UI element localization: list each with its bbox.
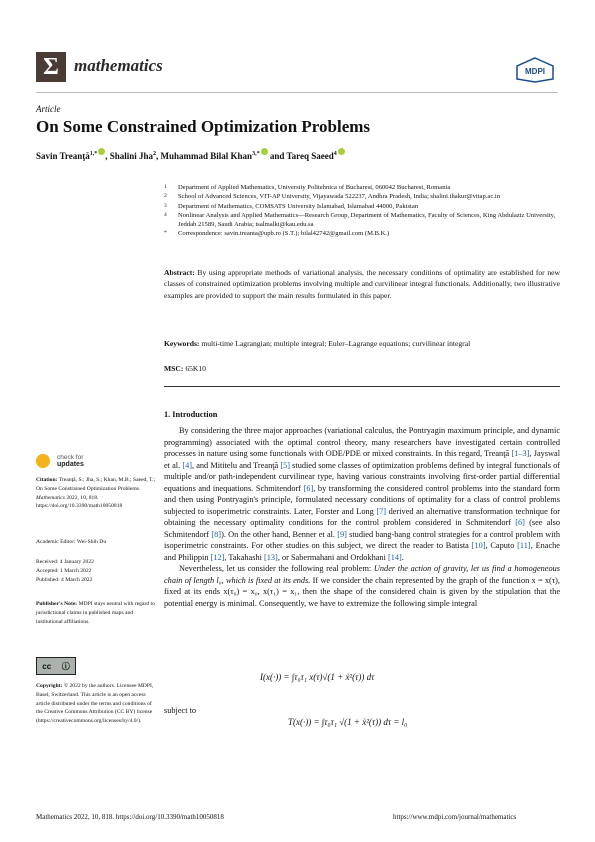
mdpi-logo — [515, 57, 555, 83]
text-run: , Takahashi — [224, 552, 264, 562]
cc-by-license-badge[interactable] — [36, 657, 76, 675]
affiliation-item — [164, 202, 564, 211]
msc-code — [164, 364, 206, 373]
text-run: (see also Schmitendorf — [164, 518, 560, 539]
text-run: By considering the three major approaches (variational calculus, the Pontryagin maximum principle, and dynamic programming) associated with the optimal control theory, many researchers have investigated certain controlled processes in nature using some functionals with ODE/PDE or mixed constraints. In this regard, Treanţă — [164, 426, 560, 458]
publisher-note-label: Publisher's Note: — [36, 601, 78, 607]
keywords-label: Keywords: — [164, 339, 200, 348]
check-updates-label — [57, 454, 84, 468]
section-divider — [164, 386, 560, 387]
footer-citation: Mathematics 2022, 10, 818. https://doi.org/10.3390/math10050818 — [36, 813, 224, 821]
text-run: Nevertheless, let us consider the following real problem: — [179, 564, 374, 573]
author-name[interactable]: Savin Treanţă — [36, 151, 90, 161]
citation-link[interactable]: [10] — [471, 541, 486, 550]
text-run: , by transforming the considered control problems into the standard form and then using Pontryagin's principle, formulated necessary conditions of optimality for a class of control problems subjected to isoperimetric constraints. Later, Forster and Long — [164, 483, 560, 516]
header-divider — [36, 92, 558, 93]
publisher-note-text: MDPI stays neutral with regard to jurisdictional claims in published maps and institutional affiliations. — [36, 601, 155, 625]
equation-length-constraint: T(x(·)) = ∫τ₀τ₁ √(1 + ẋ²(τ)) dτ = l₀ — [288, 717, 408, 727]
affiliation-number: 4 — [164, 211, 167, 218]
journal-name: mathematics — [74, 56, 163, 75]
affiliation-text: Department of Mathematics, COMSATS University Islamabad, Islamabad 44000, Pakistan — [178, 202, 419, 210]
author-name[interactable]: Tareq Saeed — [286, 151, 334, 161]
abstract-text: By using appropriate methods of variational analysis, the necessary conditions of optimality are established for new classes of constrained optimization problems involving multiple and curvilinear integral functionals. Additionally, two illustrative examples are provided to support the main results formulated in this paper. — [164, 268, 560, 300]
abstract — [164, 267, 560, 301]
journal-logo: Σ — [36, 52, 66, 82]
affiliation-text: School of Advanced Sciences, VIT-AP University, Vijayawada 522237, Andhra Pradesh, India; shalini.thakur@vitap.ac.in — [178, 193, 501, 201]
author-sup: 4 — [333, 151, 337, 157]
attribution-icon: ⓘ — [61, 661, 70, 671]
text-run: , and Mititelu and Treanţă — [192, 460, 281, 470]
citation-doi[interactable]: 2022, 10, 818. https://doi.org/10.3390/math10050818 — [36, 494, 123, 510]
citation-link[interactable]: [9] — [337, 529, 347, 539]
affiliation-item — [164, 183, 564, 192]
check-updates-line2: updates — [57, 461, 84, 469]
affiliation-text: Correspondence: savin.treanta@upb.ro (S.T.); bilal42742@gmail.com (M.B.K.) — [178, 230, 390, 238]
msc-value: 65K10 — [185, 364, 206, 373]
citation-link[interactable]: [13] — [263, 552, 278, 562]
citation-text: Treanţă, S.; Jha, S.; Khan, M.B.; Saeed, T.; On Some Constrained Optimization Problems. — [36, 477, 155, 492]
check-updates-icon — [36, 454, 50, 468]
author-name[interactable]: Shalini Jha — [109, 151, 154, 161]
keywords-text: multi-time Lagrangian; multiple integral; Euler–Lagrange equations; curvilinear integral — [201, 339, 471, 348]
citation-link[interactable]: [5] — [280, 460, 291, 470]
abstract-label: Abstract: — [164, 268, 195, 277]
paragraph — [164, 425, 560, 563]
publisher-note — [36, 600, 156, 626]
author-list: Savin Treanţă$^{1,*}$ , Shalini Jha$^2$, Muhammad Bilal Khan$^{3,*}$ and Tareq Saeed$^4$ — [36, 148, 556, 161]
section-heading: 1. Introduction — [164, 410, 218, 419]
citation-link[interactable]: [4] — [182, 460, 193, 470]
author-name[interactable]: Muhammad Bilal Khan — [160, 151, 253, 161]
affiliation-item — [164, 192, 564, 201]
msc-label: MSC: — [164, 364, 184, 373]
affiliation-number: 1 — [164, 184, 167, 190]
check-updates-line1: check for — [57, 454, 84, 462]
copyright-block — [36, 682, 156, 726]
subject-to-label: subject to — [164, 706, 197, 715]
text-run: , Enache and Philippin — [164, 541, 560, 562]
affiliation-text: Department of Applied Mathematics, University Politehnica of Bucharest, 060042 Bucharest, Romania — [178, 184, 451, 191]
equation-energy-integral: I(x(·)) = ∫τ₀τ₁ x(τ)√(1 + ẋ²(τ)) dτ — [260, 672, 375, 682]
copyright-text: © 2022 by the authors. Licensee MDPI, Basel, Switzerland. This article is an open access article distributed under the terms and conditions of the Creative Commons Attribution (CC BY) license (https://creativecommons.org/licenses/by/4.0/). — [36, 683, 154, 725]
problem-statement: Under the action of gravity, let us find a homogeneous chain of length l₀, which is fixed at its ends. — [164, 564, 560, 585]
citation-link[interactable]: [8] — [211, 529, 222, 539]
paragraph — [164, 563, 560, 609]
affiliation-number: 3 — [164, 202, 167, 209]
citation-link[interactable]: [14] — [387, 552, 402, 562]
paper-title: On Some Constrained Optimization Problems — [36, 117, 371, 136]
citation-link[interactable]: [11] — [517, 541, 531, 550]
introduction-body — [164, 425, 560, 609]
affiliations — [164, 183, 564, 239]
citation-journal: Mathematics — [36, 494, 65, 501]
published-date: Published: 4 March 2022 — [36, 576, 93, 583]
citation-block — [36, 476, 156, 511]
citation-link[interactable]: [1–3] — [511, 449, 530, 458]
text-run: ). On the other hand, Benner et al. — [221, 529, 338, 539]
copyright-label: Copyright: — [36, 683, 63, 689]
citation-link[interactable]: [6] — [303, 483, 314, 493]
affiliation-text: Nonlinear Analysis and Applied Mathematics—Research Group, Department of Mathematics, Faculty of Sciences, King Abdulaziz University, Jeddah 21589, Saudi Arabia; tsalmalki@kau.edu.sa — [178, 211, 556, 229]
author-sup: 1,* — [89, 151, 98, 157]
text-run: , Jayswal et al. — [164, 449, 561, 470]
footer-journal-url[interactable]: https://www.mdpi.com/journal/mathematics — [393, 813, 517, 821]
affiliation-item — [164, 229, 564, 238]
text-run: derived an alternative transformation technique for obtaining the necessary optimality conditions for the control problem considered in Schmitendorf — [164, 506, 560, 527]
accepted-date: Accepted: 1 March 2022 — [36, 567, 92, 574]
received-date: Received: 4 January 2022 — [36, 559, 94, 565]
text-run: , Caputo — [485, 541, 518, 550]
text-run: studied bang-bang control strategies for a control problem with isoperimetric constraints. For other studies on this subject, we direct the reader to Batista — [164, 529, 560, 550]
text-run: . — [401, 552, 404, 562]
text-run: , or Sabermahani and Ordokhani — [277, 552, 388, 562]
orcid-icon[interactable] — [338, 148, 345, 155]
mdpi-logo-text: MDPI — [525, 67, 545, 76]
check-for-updates-button[interactable] — [36, 452, 156, 470]
author-sup: 2 — [153, 151, 157, 157]
article-type: Article — [36, 104, 61, 114]
citation-link[interactable]: [7] — [376, 506, 387, 516]
affiliation-item — [164, 211, 564, 230]
dates-block — [36, 558, 156, 584]
orcid-icon[interactable] — [98, 148, 105, 155]
keywords — [164, 338, 560, 349]
citation-link[interactable]: [12] — [210, 552, 225, 562]
author-sup: 3,* — [252, 151, 260, 157]
text-run: studied some classes of optimization problems defined by integral functionals of multiple and/or path-independent curvilinear type, having various constraints involving first-order partial differential equations and inequations. Schmitendorf — [164, 460, 561, 493]
orcid-icon[interactable] — [261, 148, 268, 155]
affiliation-number: 2 — [164, 193, 167, 200]
cc-icon: cc — [42, 661, 52, 671]
citation-label: Citation: — [36, 477, 58, 483]
citation-link[interactable]: [6] — [515, 518, 525, 527]
academic-editor: Academic Editor: Wei-Shih Du — [36, 539, 107, 545]
affiliation-number: * — [164, 230, 167, 237]
text-run: If we consider the chain represented by the graph of the function x = x(τ), fixed at its ends x(τ₀) = x₀, x(τ₁) = x₁, then the shape of the considered chain is given by the stipulation that the potential energy is minimal. Consequently, we have to extremize the following simple integral — [164, 575, 560, 608]
